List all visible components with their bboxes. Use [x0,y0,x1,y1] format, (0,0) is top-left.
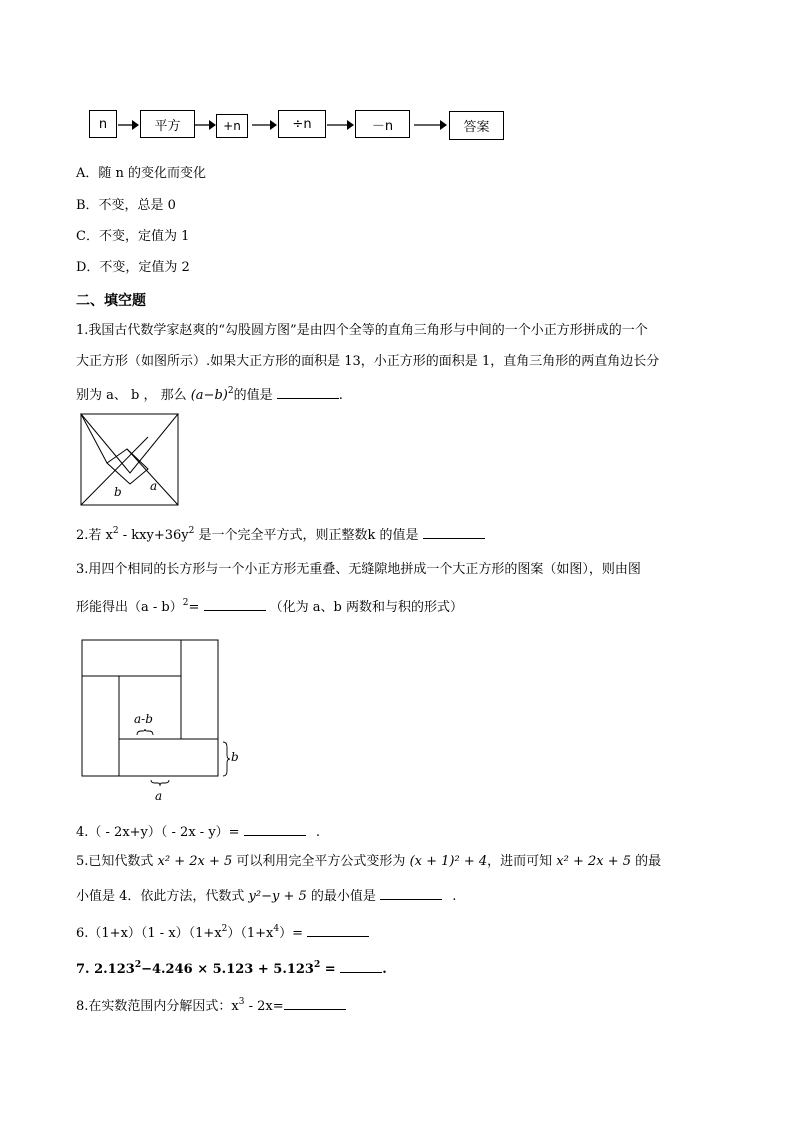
section-title: 二、填空题 [76,293,146,309]
q5-line2-end: . [452,889,457,904]
q5-line2-post: 的最小值是 [310,889,376,904]
q4-end: . [315,825,320,840]
q1-line2: 大正方形（如图所示）.如果大正方形的面积是 13，小正方形的面积是 1，直角三角形的两直角边长分 [76,354,660,369]
q3-eq: = [188,600,200,615]
flow-box-plus-n: +n [216,114,248,138]
q2-mid: - kxy+36y [118,528,189,543]
q5-expr1: x² + 2x + 5 [157,854,233,869]
q6-p1: 6.（1+x）（1 - x）（1+x [76,926,222,941]
q3-fig-label-a-minus-b: a-b [134,712,153,726]
q7-p2: −4.246 × 5.123 + 5.123 [141,962,314,977]
q6-p3: ）= [279,926,304,941]
q3-line1: 3.用四个相同的长方形与一个小正方形无重叠、无缝隙地拼成一个大正方形的图案（如图），则由图 [76,562,641,577]
q1-fig-label-a: a [150,479,158,493]
q5-mid2: ，进而可知 [487,854,553,869]
q1-answer-blank[interactable] [277,384,339,399]
q8-line [76,995,346,1016]
arrow-icon [252,119,278,131]
q3-line2-post: （化为 a、b 两数和与积的形式） [269,600,463,615]
q3-fig-label-b: b [231,750,239,764]
q7-p3: = [320,962,341,977]
q7-e2: 2 [313,960,321,970]
q2-exp2: 2 [188,526,195,536]
q5-expr4: y²−y + 5 [248,889,307,904]
q3-fig-label-a: a [155,789,163,803]
q3-exp: 2 [182,598,189,608]
q2-post: 是一个完全平方式，则正整数k 的值是 [194,528,419,543]
flow-box-answer: 答案 [449,111,504,140]
q6-e1: 2 [221,924,228,934]
flow-box-divide-n: ÷n [278,110,326,138]
q4-text: 4.（ - 2x+y）（ - 2x - y）= [76,825,240,840]
option-d: D．不变，定值为 2 [76,260,190,275]
q6-answer-blank[interactable] [307,922,369,937]
q7-end: . [382,962,387,977]
q7-p1: 7. 2.123 [76,962,135,977]
flow-box-square: 平方 [140,110,195,138]
flow-box-minus-n: －n [355,110,410,138]
q7-e1: 2 [134,960,142,970]
option-b: B．不变，总是 0 [76,198,176,213]
q3-answer-blank[interactable] [204,596,266,611]
q5-pre: 5.已知代数式 [76,854,154,869]
q5-line2 [76,885,456,906]
q1-exponent: 2 [227,386,234,396]
q5-answer-blank[interactable] [380,885,442,900]
q8-p1: 8.在实数范围内分解因式：x [76,999,239,1014]
q6-p2: ）（1+x [227,926,274,941]
q3-brace-b-icon [222,741,230,777]
q2-exp1: 2 [112,526,119,536]
q5-mid1: 可以利用完全平方公式变形为 [236,854,406,869]
q7-answer-blank[interactable] [340,958,382,973]
q8-answer-blank[interactable] [284,995,346,1010]
q1-line1: 1.我国古代数学家赵爽的“勾股圆方图”是由四个全等的直角三角形与中间的一个小正方形拼成的一个 [76,323,648,338]
q5-expr2: (x + 1)² + 4 [409,854,488,869]
q1-line3 [76,384,343,405]
q5-end1: 的最 [635,854,662,869]
q1-line3-post: 的值是 [233,388,273,403]
q2-answer-blank[interactable] [423,524,485,539]
arrow-icon [195,119,217,131]
q5-line2-pre: 小值是 4．依此方法，代数式 [76,889,245,904]
q5-expr3: x² + 2x + 5 [556,854,632,869]
q4-answer-blank[interactable] [244,821,306,836]
option-c: C．不变，定值为 1 [76,229,190,244]
q4-line [76,821,320,842]
q1-pinwheel-figure [80,413,180,507]
q3-line2-pre: 形能得出（a - b） [76,600,183,615]
q3-line2 [76,596,463,617]
q1-expression: (a−b) [190,388,228,403]
q1-line3-pre: 别为 a、 b ， 那么 [76,388,191,403]
q7-line [76,958,387,979]
q3-square-figure [81,639,221,779]
q8-e1: 3 [238,997,245,1007]
arrow-icon [414,119,448,131]
q1-line3-end: . [338,388,343,403]
q8-p2: - 2x= [244,999,284,1014]
q5-line1 [76,853,661,871]
q1-fig-label-b: b [114,485,122,499]
q6-line [76,922,369,943]
option-a: A．随 n 的变化而变化 [76,166,207,181]
q3-brace-a-icon [150,779,170,787]
q2-line [76,524,485,545]
arrow-icon [327,119,355,131]
flow-box-n: n [89,110,117,138]
q6-e2: 4 [273,924,280,934]
q2-pre: 2.若 x [76,528,113,543]
arrow-icon [118,119,140,131]
